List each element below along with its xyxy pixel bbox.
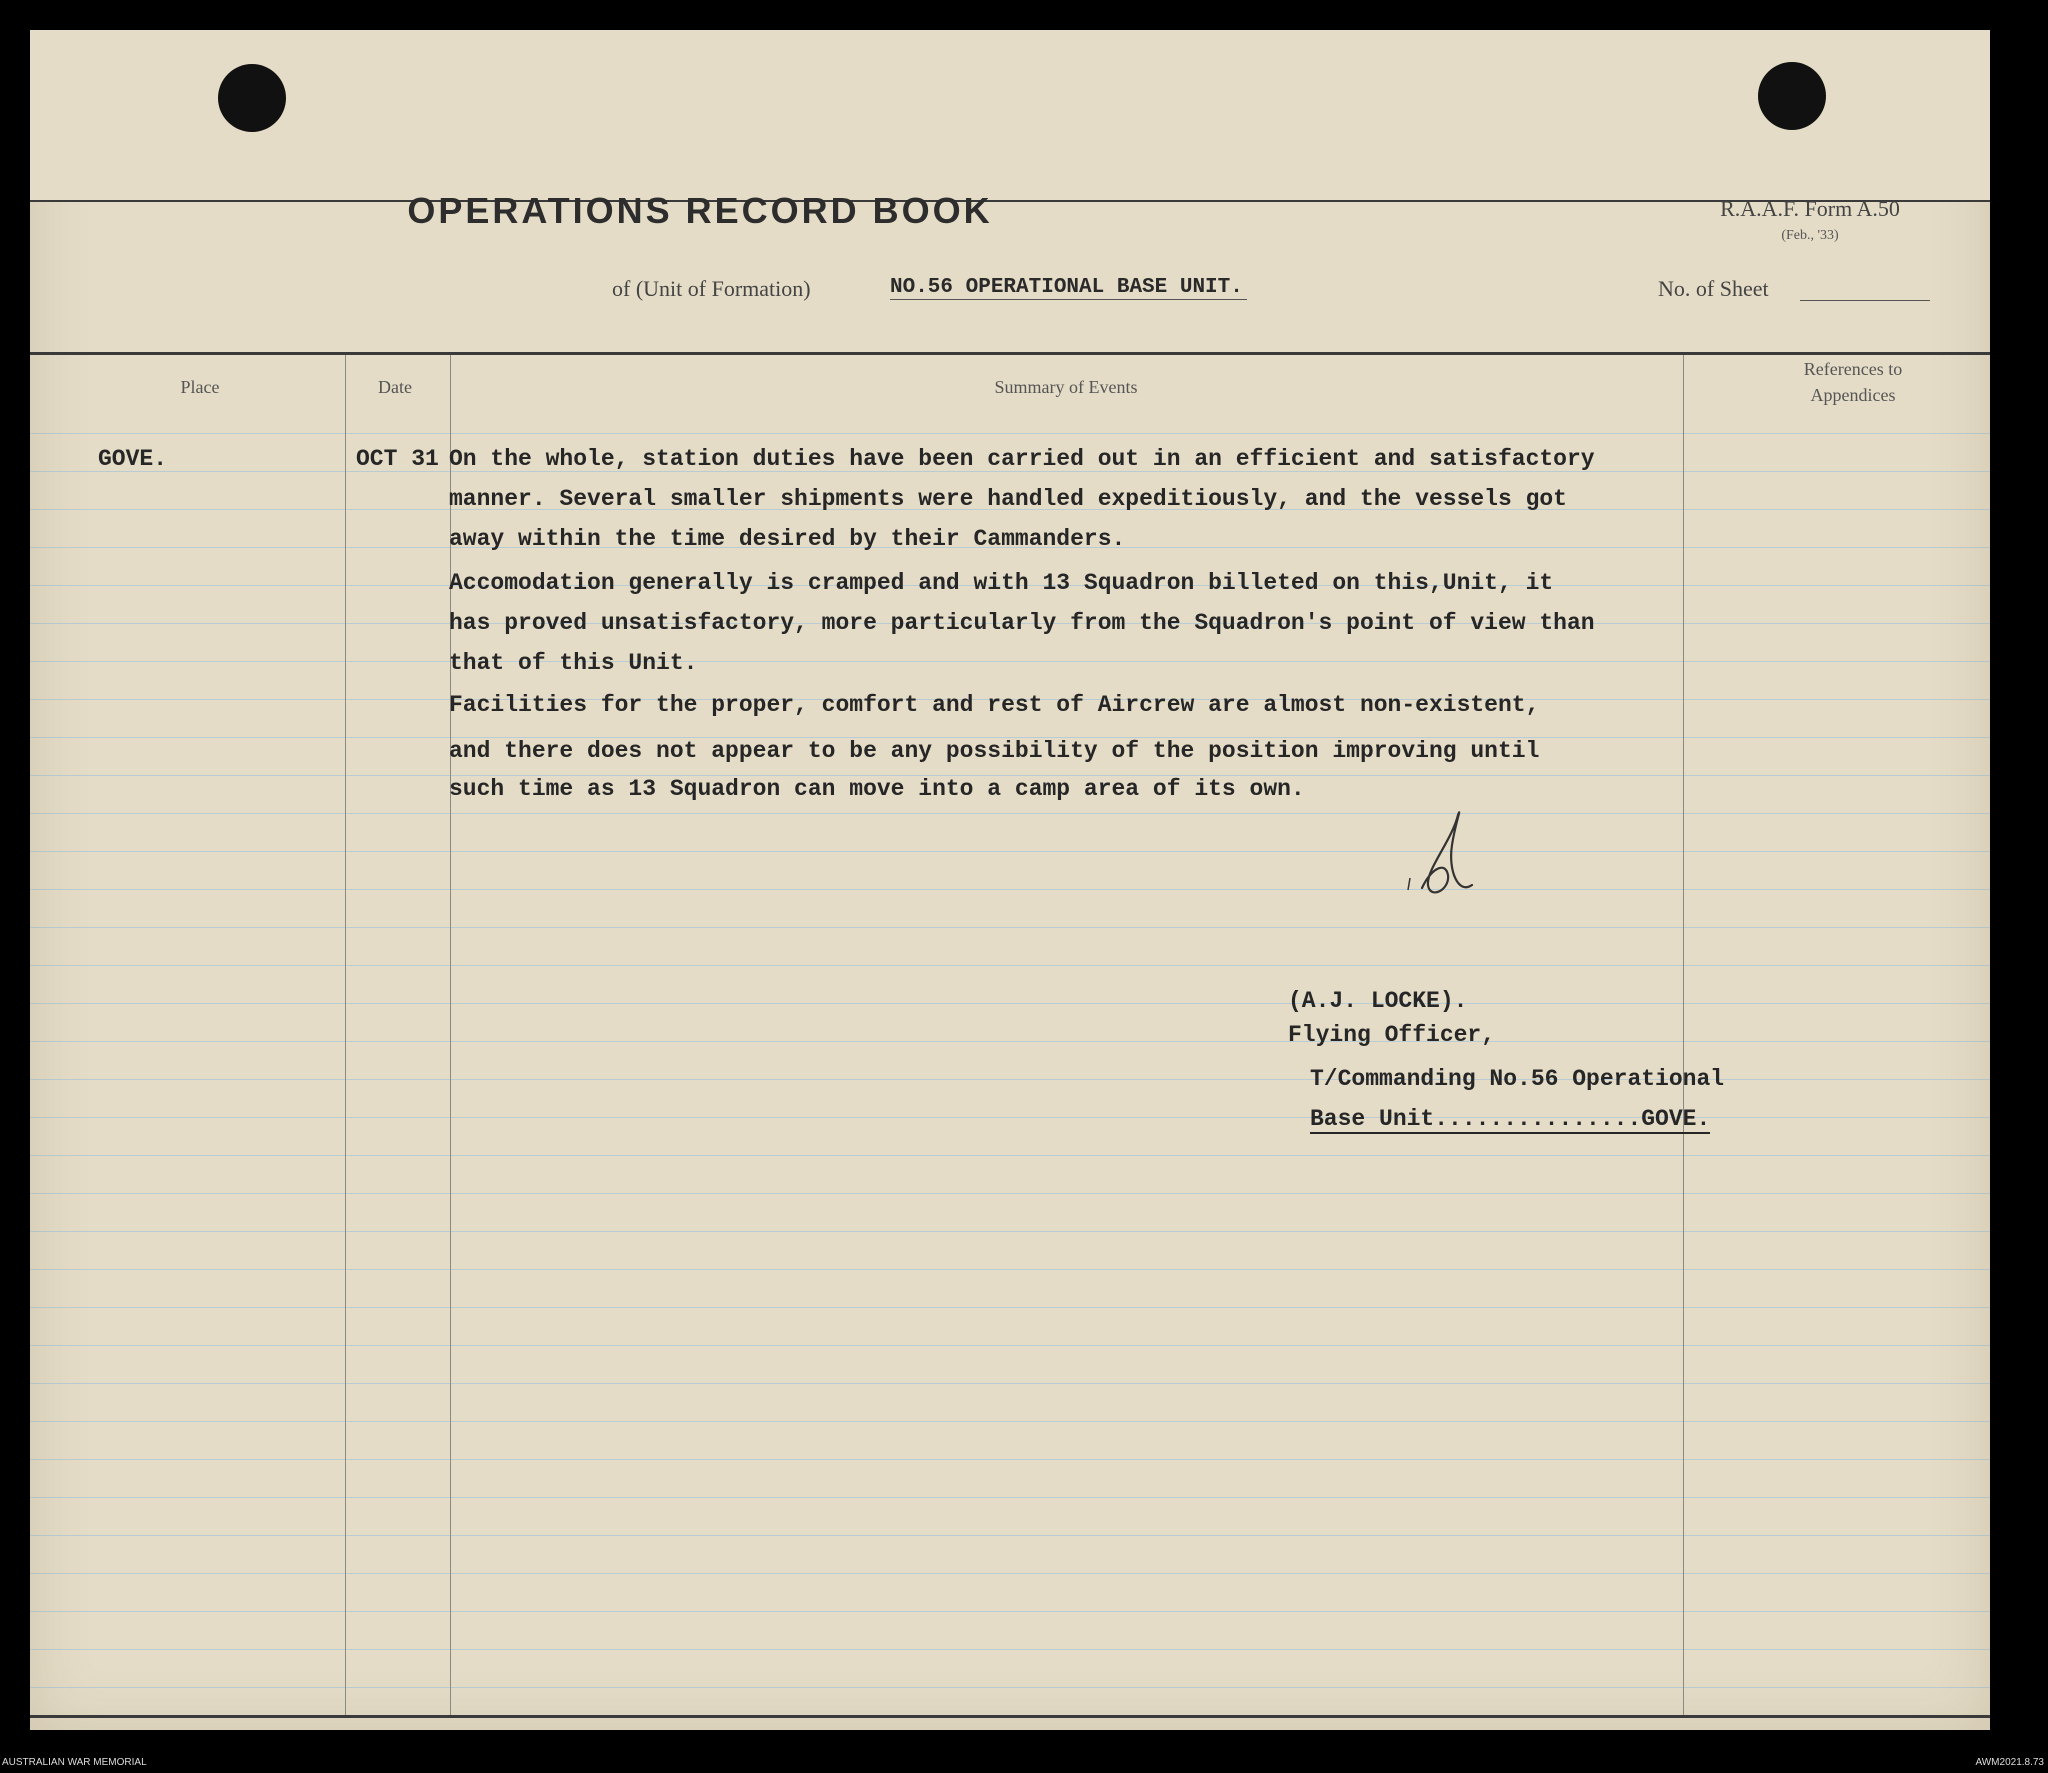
unit-label: of (Unit of Formation) xyxy=(612,276,811,301)
sheet-number-label: No. of Sheet xyxy=(1658,276,1769,301)
sheet-top-margin xyxy=(30,30,1990,202)
signatory-name: (A.J. LOCKE). xyxy=(1288,988,1468,1014)
summary-line: that of this Unit. xyxy=(449,650,698,676)
punch-hole-right xyxy=(1758,62,1826,130)
form-date: (Feb., '33) xyxy=(1781,228,1839,243)
entry-place: GOVE. xyxy=(98,446,168,472)
sheet-number-field xyxy=(1800,300,1930,301)
column-divider-date xyxy=(450,355,451,1715)
punch-hole-left xyxy=(218,64,286,132)
summary-line: Accomodation generally is cramped and with 13 Squadron billeted on this,Unit, it xyxy=(449,570,1554,596)
summary-line: and there does not appear to be any possibility of the position improving until xyxy=(449,738,1540,764)
column-header-date: Date xyxy=(378,377,412,397)
sheet-rule-bottom xyxy=(30,1715,1990,1718)
column-header-place: Place xyxy=(180,377,220,397)
column-divider-place xyxy=(345,355,346,1715)
summary-line: Facilities for the proper, comfort and rest of Aircrew are almost non-existent, xyxy=(449,692,1540,718)
column-header-references-line1: References to xyxy=(1803,359,1903,379)
signatory-role-line2: Base Unit...............GOVE. xyxy=(1310,1106,1711,1132)
page-title: OPERATIONS RECORD BOOK xyxy=(407,190,993,231)
handwritten-signature xyxy=(1400,800,1510,920)
summary-line: On the whole, station duties have been carried out in an efficient and satisfactory xyxy=(449,446,1595,472)
column-header-summary: Summary of Events xyxy=(994,377,1138,397)
summary-line: away within the time desired by their Cammanders. xyxy=(449,526,1126,552)
signatory-rank: Flying Officer, xyxy=(1288,1022,1496,1048)
form-number: R.A.A.F. Form A.50 xyxy=(1720,196,1900,221)
summary-line: manner. Several smaller shipments were handled expeditiously, and the vessels got xyxy=(449,486,1567,512)
signatory-role-line1: T/Commanding No.56 Operational xyxy=(1310,1066,1725,1092)
footer-archive-label: AUSTRALIAN WAR MEMORIAL xyxy=(2,1757,147,1768)
header-rule-bottom xyxy=(30,352,1990,355)
summary-line: has proved unsatisfactory, more particularly from the Squadron's point of view than xyxy=(449,610,1595,636)
column-divider-summary xyxy=(1683,355,1684,1715)
entry-date: OCT 31 xyxy=(356,446,439,472)
summary-line: such time as 13 Squadron can move into a camp area of its own. xyxy=(449,776,1305,802)
unit-value: NO.56 OPERATIONAL BASE UNIT. xyxy=(890,276,1247,300)
column-header-references-line2: Appendices xyxy=(1810,385,1896,405)
footer-reference-number: AWM2021.8.73 xyxy=(1975,1757,2044,1768)
